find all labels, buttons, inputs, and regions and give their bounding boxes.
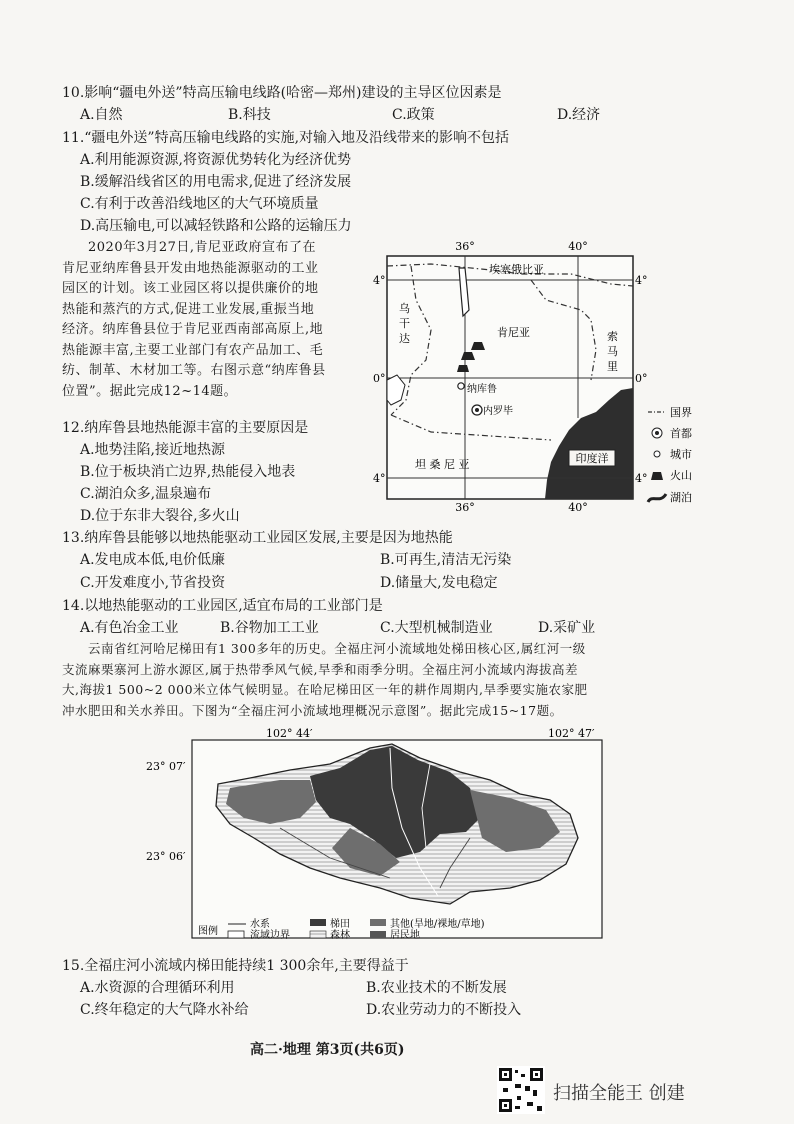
q13-option-a: A.发电成本低,电价低廉: [80, 552, 226, 568]
q12-option-b: B.位于板块消亡边界,热能侵入地表: [80, 464, 296, 480]
lat-label-mid: 23° 06′: [146, 850, 186, 863]
passage-line: 支流麻栗寨河上游水源区,属于热带季风气候,旱季和雨季分明。全福庄河小流域内海拔高差: [62, 661, 578, 677]
passage-line: 大,海拔1 500~2 000米立体气候明显。在哈尼梯田区一年的耕作周期内,旱季要实施农家肥: [62, 682, 588, 697]
q10-option-a: A.自然: [80, 107, 123, 123]
volcano-marker: [457, 365, 469, 372]
passage-line: 云南省红河哈尼梯田有1 300多年的历史。全福庄河小流域地处梯田核心区,属红河一级: [88, 641, 586, 656]
legend-boundary-symbol: [228, 931, 244, 938]
legend-settlement-label: 居民地: [390, 930, 420, 941]
lat-label-0: 0°: [373, 372, 386, 385]
nakuru-location-map: [371, 240, 661, 514]
lon-label-right: 102° 47′: [548, 727, 595, 740]
label-nakuru: 纳库鲁: [467, 384, 497, 395]
q10-option-b: B.科技: [228, 107, 271, 123]
q15-stem: 15.全福庄河小流域内梯田能持续1 300余年,主要得益于: [62, 958, 409, 974]
q14-option-c: C.大型机械制造业: [380, 620, 493, 636]
q13-option-b: B.可再生,清洁无污染: [380, 552, 512, 568]
label-tanzania: 坦 桑 尼 亚: [415, 458, 470, 471]
legend-city-symbol: [654, 451, 660, 457]
lat-label-4n-right: 4°: [635, 274, 648, 287]
q14-option-a: A.有色冶金工业: [80, 620, 179, 636]
passage-line: 热能源丰富,主要工业部门有农产品加工、毛: [62, 342, 324, 358]
q11-stem: 11.“疆电外送”特高压输电线路的实施,对输入地及沿线带来的影响不包括: [62, 130, 510, 146]
legend-capital-label: 首都: [670, 427, 692, 440]
q13-option-c: C.开发难度小,节省投资: [80, 575, 226, 591]
city-marker: [458, 383, 464, 389]
watershed-map: [146, 727, 610, 948]
lon-label-40-bottom: 40°: [568, 501, 588, 514]
passage-hani-terraces: [62, 639, 742, 721]
map1-legend: [640, 400, 700, 510]
passage-line: 经济。纳库鲁县位于肯尼亚西南部高原上,地: [62, 322, 324, 337]
q14-option-d: D.采矿业: [538, 620, 596, 636]
label-somalia-1: 索: [607, 330, 618, 343]
page-footer: 高二·地理 第3页(共6页): [250, 1042, 405, 1058]
q12-option-c: C.湖泊众多,温泉遍布: [80, 486, 212, 502]
legend-forest-label: 森林: [330, 930, 350, 941]
lat-label-4s-right: 4°: [635, 472, 648, 485]
lat-label-top: 23° 07′: [146, 760, 186, 773]
q12-option-a: A.地势洼陷,接近地热源: [80, 442, 226, 458]
lon-label-36-bottom: 36°: [455, 501, 475, 514]
qr-code-icon: [497, 1066, 545, 1114]
passage-line: 冲水肥田和关水养田。下图为“全福庄河小流域地理概况示意图”。据此完成15~17题。: [62, 702, 563, 718]
q13-stem: 13.纳库鲁县能够以地热能驱动工业园区发展,主要是因为地热能: [62, 530, 453, 546]
legend-capital-dot: [655, 431, 659, 435]
legend-terrace-label: 梯田: [330, 919, 350, 930]
passage-line: 热能和蒸汽的方式,促进工业发展,重振当地: [62, 301, 315, 317]
q10-stem: 10.影响“疆电外送”特高压输电线路(哈密—郑州)建设的主导区位因素是: [62, 85, 502, 101]
legend-boundary-label: 流域边界: [250, 930, 290, 941]
legend-terrace-symbol: [310, 919, 326, 926]
q11-option-a: A.利用能源资源,将资源优势转化为经济优势: [80, 152, 352, 168]
q14-stem: 14.以地热能驱动的工业园区,适宜布局的工业部门是: [62, 598, 383, 614]
label-somalia-2: 马: [607, 345, 618, 358]
passage-line: 2020年3月27日,肯尼亚政府宣布了在: [88, 240, 317, 255]
q15-option-b: B.农业技术的不断发展: [366, 980, 507, 996]
label-uganda-3: 达: [399, 332, 410, 345]
legend-lake-symbol: [648, 494, 666, 502]
passage-line: 园区的计划。该工业园区将以提供廉价的地: [62, 281, 319, 296]
watermark-text: 扫描全能王 创建: [553, 1083, 685, 1104]
passage-line: 肯尼亚纳库鲁县开发由地热能源驱动的工业: [62, 260, 319, 276]
lat-label-4s: 4°: [373, 472, 386, 485]
legend-volcano-label: 火山: [670, 469, 692, 482]
legend-other-label: 其他(旱地/裸地/草地): [390, 919, 485, 930]
legend-water-label: 水系: [250, 919, 270, 930]
lon-label-left: 102° 44′: [266, 727, 313, 740]
legend-settlement-symbol: [370, 931, 386, 938]
legend-border-label: 国界: [670, 406, 692, 419]
legend-other-symbol: [370, 919, 386, 926]
label-uganda-1: 乌: [399, 302, 410, 315]
legend-title: 图例: [198, 926, 218, 937]
label-uganda-2: 干: [399, 317, 410, 330]
q10-option-d: D.经济: [557, 107, 601, 123]
legend-forest-symbol: [310, 931, 326, 938]
q14-option-b: B.谷物加工工业: [220, 620, 319, 636]
q15-option-a: A.水资源的合理循环利用: [80, 980, 235, 996]
lon-label-36: 36°: [455, 240, 475, 253]
label-nairobi: 内罗毕: [483, 406, 513, 417]
label-somalia-3: 里: [607, 360, 618, 373]
passage-kenya: [62, 238, 372, 402]
passage-line: 位置”。据此完成12~14题。: [62, 383, 238, 399]
q13-option-d: D.储量大,发电稳定: [380, 575, 498, 591]
q11-option-d: D.高压输电,可以减轻铁路和公路的运输压力: [80, 218, 352, 234]
lat-label-4n: 4°: [373, 274, 386, 287]
legend-city-label: 城市: [670, 448, 692, 461]
q12-stem: 12.纳库鲁县地热能源丰富的主要原因是: [62, 420, 309, 436]
lat-label-0-right: 0°: [635, 372, 648, 385]
q11-option-c: C.有利于改善沿线地区的大气环境质量: [80, 196, 319, 212]
legend-lake-label: 湖泊: [670, 491, 692, 504]
passage-line: 纺、制革、木材加工等。右图示意“纳库鲁县: [62, 363, 326, 378]
q15-option-c: C.终年稳定的大气降水补给: [80, 1002, 249, 1018]
q11-option-b: B.缓解沿线省区的用电需求,促进了经济发展: [80, 174, 352, 190]
q15-option-d: D.农业劳动力的不断投入: [366, 1002, 522, 1018]
legend-volcano-symbol: [651, 472, 663, 480]
q12-option-d: D.位于东非大裂谷,多火山: [80, 508, 240, 524]
capital-marker-dot: [475, 408, 479, 412]
lon-label-40: 40°: [568, 240, 588, 253]
q10-option-c: C.政策: [392, 107, 435, 123]
label-indian-ocean: 印度洋: [575, 452, 609, 465]
label-kenya: 肯尼亚: [497, 326, 530, 339]
label-ethiopia: 埃塞俄比亚: [489, 263, 544, 276]
